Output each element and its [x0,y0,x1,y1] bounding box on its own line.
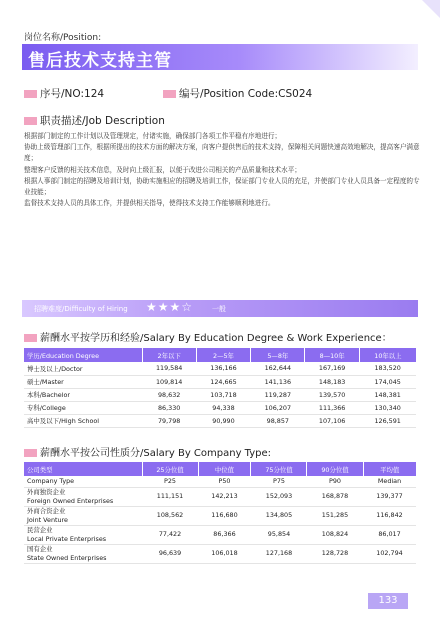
bullet-icon [24,117,37,125]
table-row [24,375,416,388]
table-cell: 148,183 [305,375,359,388]
column-header: 5—8年 [251,348,305,362]
company-type-en: Joint Venture [27,515,68,524]
table-cell: P25 [142,476,198,487]
star-rating-icon: ★★★☆ [146,300,194,314]
row-label [24,544,142,563]
salary-education-table [24,348,416,428]
table-cell: 152,093 [251,487,307,506]
row-label [24,506,142,525]
column-header: 中位值 [198,462,251,476]
serial-number [24,86,104,101]
table-cell: 141,136 [251,375,305,388]
company-type-cn: 国有企业 [27,545,53,553]
table-cell: 108,562 [142,506,198,525]
table-cell: 98,632 [142,388,196,401]
corner-decoration [422,0,440,18]
table-row [24,414,416,427]
column-header: 10年以上 [359,348,416,362]
table-cell: P90 [307,476,363,487]
position-label: 岗位名称/Position: [24,33,102,43]
row-label: 博士及以上/Doctor [24,362,142,375]
bullet-icon [163,90,176,98]
bullet-icon [24,90,37,98]
column-header: 25分位值 [142,462,198,476]
table-cell: 127,168 [251,544,307,563]
position-code [163,86,312,101]
table-cell: Median [363,476,416,487]
title-band [22,44,418,70]
description-line: 协助上级管理部门工作，根据所提出的技术方面的解决方案，向客户提供售后的技术支持，保障相关问题快速高效地解决，提高客户满意度； [24,143,420,163]
table-row [24,487,416,506]
hiring-difficulty-band [22,300,418,317]
table-cell: 167,169 [305,362,359,375]
table-cell: 174,045 [359,375,416,388]
description-heading-text: 职责描述/Job Description [40,115,165,127]
description-line: 监督技术支持人员的具体工作，并提供相关指导，使得技术支持工作能够顺利地进行。 [24,199,275,208]
table-cell: P50 [198,476,251,487]
description-heading [24,113,165,128]
table-cell: 142,213 [198,487,251,506]
table-cell: 109,814 [142,375,196,388]
table-cell: 151,285 [307,506,363,525]
table-cell: 77,422 [142,525,198,544]
bullet-icon [24,449,37,457]
page-number: 133 [368,593,408,609]
description-line: 根据部门制定的工作计划以及管理规定，付诸实施，确保部门各项工作平稳有序地进行； [24,132,282,140]
table-row [24,362,416,375]
row-label: 本科/Bachelor [24,388,142,401]
serial-text: 序号/NO:124 [40,88,105,100]
company-type-cn: 外商合资企业 [27,507,66,515]
table-cell: 130,340 [359,401,416,414]
table-cell: 162,644 [251,362,305,375]
company-type-cn: 外商独资企业 [27,488,66,496]
row-label [24,525,142,544]
salary-company-table [24,462,416,564]
table-cell: 98,857 [251,414,305,427]
column-header: 2年以下 [142,348,196,362]
row-label: 硕士/Master [24,375,142,388]
salary-company-heading-text: 薪酬水平按公司性质分/Salary By Company Type: [40,448,272,459]
row-label: 专科/College [24,401,142,414]
table-cell: 139,570 [305,388,359,401]
table-header-row [24,348,416,362]
column-header: 平均值 [363,462,416,476]
job-description [24,131,420,209]
table-row [24,506,416,525]
company-type-en: State Owned Enterprises [27,553,107,562]
table-cell: 126,591 [359,414,416,427]
table-cell: 119,584 [142,362,196,375]
table-cell: 111,151 [142,487,198,506]
table-header-row [24,462,416,476]
salary-education-heading [24,329,392,344]
bullet-icon [24,334,37,342]
table-row [24,476,416,487]
row-label: 高中及以下/High School [24,414,142,427]
table-cell: 103,718 [196,388,250,401]
table-cell: 94,338 [196,401,250,414]
row-label: Company Type [24,476,142,487]
table-cell: 106,018 [198,544,251,563]
table-cell: 86,366 [198,525,251,544]
hiring-label: 招聘难度/Difficulty of Hiring [34,305,128,313]
table-cell: 134,805 [251,506,307,525]
table-cell: 90,990 [196,414,250,427]
description-line: 根据人事部门制定的招聘及培训计划，协助实施相应的招聘及培训工作，保证部门专业人员的充足，并使部门专业人员具备一定程度的专业技能； [24,176,420,197]
table-cell: 128,728 [307,544,363,563]
column-header: 学历/Education Degree [24,348,142,362]
table-cell: 102,794 [363,544,416,563]
company-type-en: Foreign Owned Enterprises [27,496,114,505]
table-cell: 86,330 [142,401,196,414]
column-header: 8—10年 [305,348,359,362]
table-cell: 183,520 [359,362,416,375]
table-cell: 136,166 [196,362,250,375]
table-cell: 116,842 [363,506,416,525]
table-cell: 106,207 [251,401,305,414]
table-cell: 111,366 [305,401,359,414]
column-header: 90分位值 [307,462,363,476]
column-header: 公司类型 [24,462,142,476]
hiring-level: 一般 [212,305,226,313]
column-header: 75分位值 [251,462,307,476]
table-cell: 79,798 [142,414,196,427]
table-cell: 108,824 [307,525,363,544]
company-type-cn: 民营企业 [27,526,53,534]
column-header: 2—5年 [196,348,250,362]
table-cell: 124,665 [196,375,250,388]
table-row [24,401,416,414]
salary-company-heading [24,444,271,459]
page-title: 售后技术支持主管 [28,51,172,71]
table-cell: 148,381 [359,388,416,401]
table-row [24,544,416,563]
table-cell: 168,878 [307,487,363,506]
row-label [24,487,142,506]
table-cell: 139,377 [363,487,416,506]
company-type-en: Local Private Enterprises [27,534,107,543]
table-cell: 119,287 [251,388,305,401]
position-code-text: 编号/Position Code:CS024 [179,88,313,100]
description-line: 整理客户反馈的相关技术信息，及时向上级汇报，以便于改进公司相关的产品质量和技术水平； [24,165,301,174]
table-cell: 86,017 [363,525,416,544]
table-cell: 107,106 [305,414,359,427]
table-row [24,525,416,544]
salary-education-heading-text: 薪酬水平按学历和经验/Salary By Education Degree & Work Experience： [40,333,392,344]
table-row [24,388,416,401]
table-cell: P75 [251,476,307,487]
table-cell: 95,854 [251,525,307,544]
table-cell: 96,639 [142,544,198,563]
table-cell: 116,680 [198,506,251,525]
